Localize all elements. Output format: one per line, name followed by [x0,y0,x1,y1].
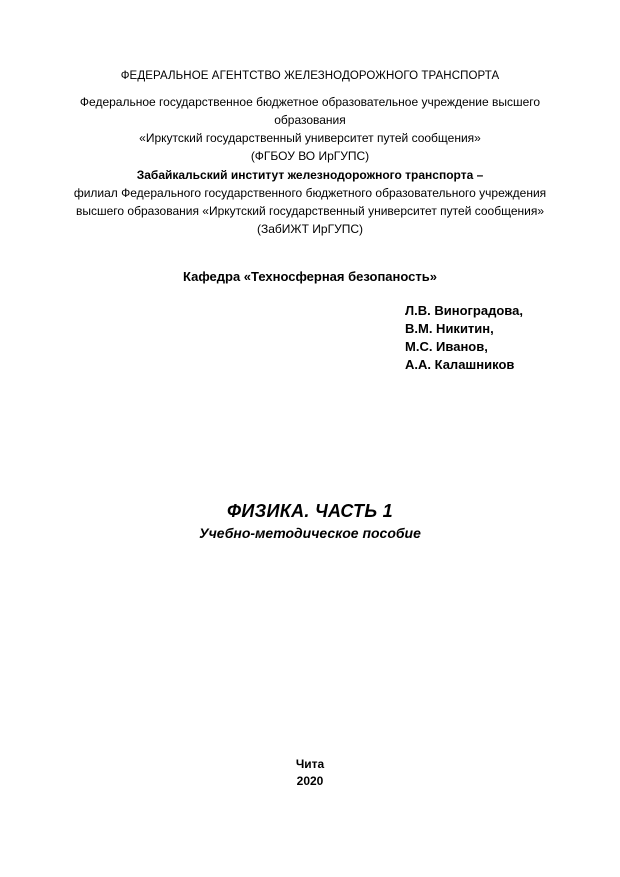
institute-block [62,166,558,238]
department-title: Кафедра «Техносферная безопаность» [183,269,437,284]
author-name: Л.В. Виноградова, [405,303,523,318]
agency-header: ФЕДЕРАЛЬНОЕ АГЕНТСТВО ЖЕЛЕЗНОДОРОЖНОГО ТРАНСПОРТА [120,70,500,82]
imprint-city: Чита [295,757,325,771]
university-block [62,93,558,165]
author-name: М.С. Иванов, [405,339,488,354]
document-title: ФИЗИКА. ЧАСТЬ 1 [227,501,393,521]
imprint-year: 2020 [296,774,324,788]
university-line-3: «Иркутский государственный университет путей сообщения» [139,131,481,145]
institute-line-2: филиал Федерального государственного бюджетного образовательного учреждения [73,186,547,200]
university-line-4: (ФГБОУ ВО ИрГУПС) [250,149,370,163]
title-block [62,500,558,543]
author-name: А.А. Калашников [405,357,515,372]
imprint-block [62,756,558,790]
institute-line-3: высшего образования «Иркутский государственный университет путей сообщения» [76,204,544,218]
institute-name: Забайкальский институт железнодорожного транспорта – [136,168,484,182]
university-line-1: Федеральное государственное бюджетное образовательное учреждение высшего [79,95,541,109]
authors-list [405,302,615,374]
institute-line-4: (ЗабИЖТ ИрГУПС) [256,222,363,236]
document-subtitle: Учебно-методическое пособие [199,525,421,541]
author-name: В.М. Никитин, [405,321,494,336]
university-line-2: образования [274,113,346,127]
